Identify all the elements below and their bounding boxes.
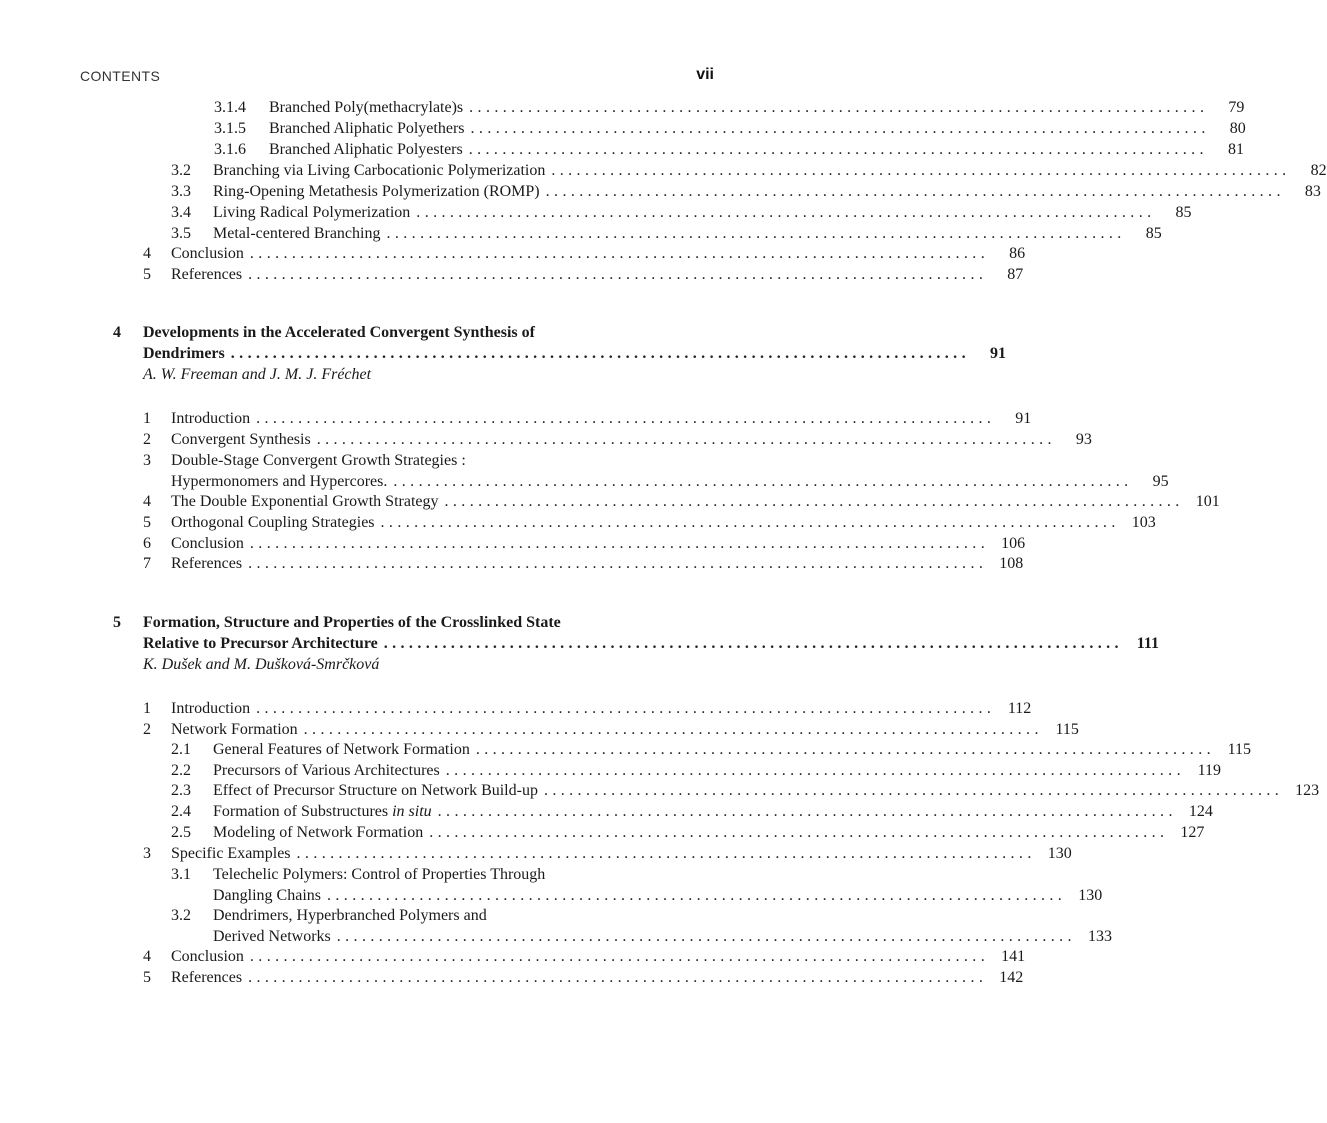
toc-entry-continuation[interactable]	[213, 926, 1112, 947]
entry-title: Introduction	[171, 700, 251, 717]
entry-page: 115	[1055, 721, 1079, 738]
entry-number: 1	[143, 410, 151, 427]
entry-page: 91	[1015, 410, 1032, 427]
toc-entry[interactable]	[171, 780, 1320, 801]
entry-page: 101	[1195, 493, 1220, 510]
entry-page: 124	[1188, 803, 1213, 820]
entry-title: References	[171, 555, 243, 572]
leader-dots: ........................................................................................	[248, 555, 988, 572]
entry-title: Precursors of Various Architectures	[213, 762, 440, 779]
entry-number: 4	[143, 948, 151, 965]
entry-title: Conclusion	[171, 245, 244, 262]
entry-number: 3.1.6	[214, 141, 246, 158]
toc-entry[interactable]	[143, 512, 1156, 533]
leader-dots: ........................................................................................	[393, 473, 1133, 490]
leader-dots: ........................................................................................	[551, 162, 1291, 179]
toc-entry[interactable]	[143, 698, 1032, 719]
running-header-section: CONTENTS	[80, 68, 161, 84]
entry-number: 4	[143, 493, 151, 510]
entry-page: 112	[1007, 700, 1032, 717]
entry-page: 108	[999, 555, 1024, 572]
entry-title: Dendrimers, Hyperbranched Polymers and	[213, 907, 487, 924]
toc-entry[interactable]	[171, 760, 1221, 781]
entry-number: 3	[143, 845, 151, 862]
entry-title: Branched Aliphatic Polyesters	[269, 141, 463, 158]
entry-number: 7	[143, 555, 151, 572]
entry-number: 5	[143, 969, 151, 986]
entry-title: Specific Examples	[171, 845, 291, 862]
leader-dots: ........................................................................................	[445, 762, 1185, 779]
entry-title: Conclusion	[171, 948, 244, 965]
toc-entry[interactable]	[143, 491, 1220, 512]
leader-dots: ........................................................................................	[469, 99, 1209, 116]
entry-page: 115	[1227, 741, 1252, 758]
entry-number: 3.1.4	[214, 99, 246, 116]
leader-dots: ........................................................................................	[256, 410, 996, 427]
entry-number: 3.1	[171, 866, 191, 883]
entry-number: 2.3	[171, 782, 191, 799]
leader-dots: ........................................................................................	[249, 245, 990, 262]
entry-number: 5	[143, 266, 151, 283]
toc-entry[interactable]	[214, 118, 1246, 139]
leader-dots: ........................................................................................	[249, 948, 990, 965]
toc-entry-continuation[interactable]	[171, 471, 1169, 492]
leader-dots: ........................................................................................	[248, 969, 988, 986]
leader-dots: ........................................................................................	[303, 721, 1043, 738]
entry-page: 127	[1180, 824, 1205, 841]
chapter-page: 111	[1136, 635, 1159, 652]
toc-entry-continuation[interactable]	[213, 885, 1103, 906]
leader-dots: ........................................................................................	[296, 845, 1036, 862]
chapter-title[interactable]: Developments in the Accelerated Convergent Synthesis of	[143, 324, 535, 341]
entry-page: 119	[1197, 762, 1221, 779]
leader-dots: ........................................................................................	[256, 700, 996, 717]
chapter-authors: A. W. Freeman and J. M. J. Fréchet	[143, 366, 372, 383]
leader-dots: ........................................................................................	[437, 803, 1177, 820]
entry-number: 4	[143, 245, 151, 262]
toc-entry[interactable]	[143, 719, 1079, 740]
entry-number: 2.5	[171, 824, 191, 841]
chapter-title-continuation: Dendrimers	[143, 345, 225, 362]
toc-entry[interactable]	[214, 97, 1245, 118]
toc-entry[interactable]	[171, 739, 1252, 760]
entry-title: Hypermonomers and Hypercores.	[171, 473, 388, 490]
entry-number: 3.1.5	[214, 120, 246, 137]
toc-entry[interactable]	[143, 429, 1092, 450]
entry-page: 130	[1047, 845, 1072, 862]
leader-dots: ........................................................................................	[475, 741, 1216, 758]
entry-title-text: Formation of Substructures	[213, 803, 389, 820]
entry-title: Introduction	[171, 410, 251, 427]
chapter-number: 5	[113, 614, 121, 631]
entry-page: 81	[1227, 141, 1244, 158]
entry-title: General Features of Network Formation	[213, 741, 470, 758]
toc-entry[interactable]	[171, 801, 1213, 822]
entry-title: Orthogonal Coupling Strategies	[171, 514, 375, 531]
entry-number: 2.1	[171, 741, 191, 758]
entry-page: 93	[1075, 431, 1092, 448]
toc-entry[interactable]	[143, 264, 1024, 285]
entry-page: 142	[999, 969, 1024, 986]
running-header-page-number: vii	[696, 66, 714, 83]
entry-title: Modeling of Network Formation	[213, 824, 424, 841]
leader-dots: ........................................................................................	[545, 183, 1285, 200]
entry-number: 5	[143, 514, 151, 531]
leader-dots: ........................................................................................	[249, 535, 990, 552]
chapter-title-line[interactable]	[143, 343, 1006, 364]
toc-entry[interactable]	[143, 243, 1026, 264]
chapter-title-line[interactable]	[143, 633, 1159, 654]
entry-title-italic: in situ	[392, 803, 432, 820]
entry-title: Double-Stage Convergent Growth Strategies :	[171, 452, 466, 469]
entry-page: 103	[1131, 514, 1156, 531]
toc-entry[interactable]	[143, 408, 1032, 429]
entry-title: Living Radical Polymerization	[213, 204, 411, 221]
entry-page: 87	[1007, 266, 1024, 283]
chapter-authors: K. Dušek and M. Dušková-Smrčková	[143, 656, 380, 673]
entry-number: 3.4	[171, 204, 191, 221]
entry-number: 3.5	[171, 225, 191, 242]
entry-title: Derived Networks	[213, 928, 331, 945]
entry-title: Ring-Opening Metathesis Polymerization (ROMP)	[213, 183, 540, 200]
toc-entry[interactable]	[171, 864, 714, 885]
entry-number: 2	[143, 431, 151, 448]
entry-title: Convergent Synthesis	[171, 431, 311, 448]
leader-dots: ........................................................................................	[383, 635, 1123, 652]
toc-entry[interactable]	[143, 946, 1026, 967]
entry-page: 106	[1001, 535, 1026, 552]
entry-title: The Double Exponential Growth Strategy	[171, 493, 439, 510]
leader-dots: ........................................................................................	[230, 345, 970, 362]
toc-entry[interactable]	[171, 181, 1321, 202]
chapter-title-continuation: Relative to Precursor Architecture	[143, 635, 378, 652]
entry-page: 95	[1152, 473, 1169, 490]
entry-title: Metal-centered Branching	[213, 225, 381, 242]
leader-dots: ........................................................................................	[543, 782, 1284, 799]
toc-entry[interactable]	[143, 553, 1024, 574]
toc-entry[interactable]	[171, 822, 1205, 843]
entry-number: 6	[143, 535, 151, 552]
leader-dots: ........................................................................................	[248, 266, 988, 283]
entry-number: 2.4	[171, 803, 191, 820]
entry-page: 141	[1001, 948, 1026, 965]
leader-dots: ........................................................................................	[336, 928, 1076, 945]
entry-title: Conclusion	[171, 535, 244, 552]
entry-page: 80	[1229, 120, 1246, 137]
entry-page: 86	[1009, 245, 1026, 262]
entry-number: 2.2	[171, 762, 191, 779]
leader-dots: ........................................................................................	[468, 141, 1208, 158]
toc-entry[interactable]	[143, 843, 1072, 864]
entry-title: Branched Aliphatic Polyethers	[269, 120, 465, 137]
toc-entry[interactable]	[143, 967, 1024, 988]
chapter-title[interactable]: Formation, Structure and Properties of the Crosslinked State	[143, 614, 561, 631]
entry-title: References	[171, 266, 243, 283]
entry-title: Dangling Chains	[213, 887, 321, 904]
leader-dots: ........................................................................................	[470, 120, 1210, 137]
toc-entry[interactable]	[171, 160, 1327, 181]
entry-title: Branched Poly(methacrylate)s	[269, 99, 464, 116]
leader-dots: ........................................................................................	[386, 225, 1126, 242]
chapter-number: 4	[113, 324, 121, 341]
entry-number: 2	[143, 721, 151, 738]
entry-title: References	[171, 969, 243, 986]
leader-dots: ........................................................................................	[416, 204, 1156, 221]
toc-entry[interactable]	[171, 905, 714, 926]
entry-title	[213, 801, 432, 822]
leader-dots: ........................................................................................	[429, 824, 1169, 841]
entry-page: 130	[1078, 887, 1103, 904]
leader-dots: ........................................................................................	[327, 887, 1067, 904]
entry-page: 133	[1087, 928, 1112, 945]
entry-page: 83	[1304, 183, 1321, 200]
leader-dots: ........................................................................................	[380, 514, 1120, 531]
entry-title: Network Formation	[171, 721, 298, 738]
entry-page: 82	[1310, 162, 1327, 179]
toc-entry[interactable]	[171, 202, 1192, 223]
entry-page: 85	[1145, 225, 1162, 242]
leader-dots: ........................................................................................	[444, 493, 1184, 510]
entry-page: 123	[1295, 782, 1320, 799]
entry-number: 1	[143, 700, 151, 717]
entry-number: 3.3	[171, 183, 191, 200]
entry-number: 3.2	[171, 162, 191, 179]
chapter-page: 91	[989, 345, 1006, 362]
toc-entry[interactable]	[143, 533, 1026, 554]
entry-number: 3	[143, 452, 151, 469]
entry-title: Branching via Living Carbocationic Polymerization	[213, 162, 546, 179]
entry-page: 79	[1228, 99, 1245, 116]
toc-entry[interactable]	[171, 223, 1162, 244]
entry-page: 85	[1175, 204, 1192, 221]
entry-number: 3.2	[171, 907, 191, 924]
toc-entry[interactable]	[214, 139, 1244, 160]
entry-title: Effect of Precursor Structure on Network Build-up	[213, 782, 538, 799]
leader-dots: ........................................................................................	[316, 431, 1056, 448]
entry-title: Telechelic Polymers: Control of Properties Through	[213, 866, 546, 883]
toc-entry[interactable]	[143, 450, 714, 471]
